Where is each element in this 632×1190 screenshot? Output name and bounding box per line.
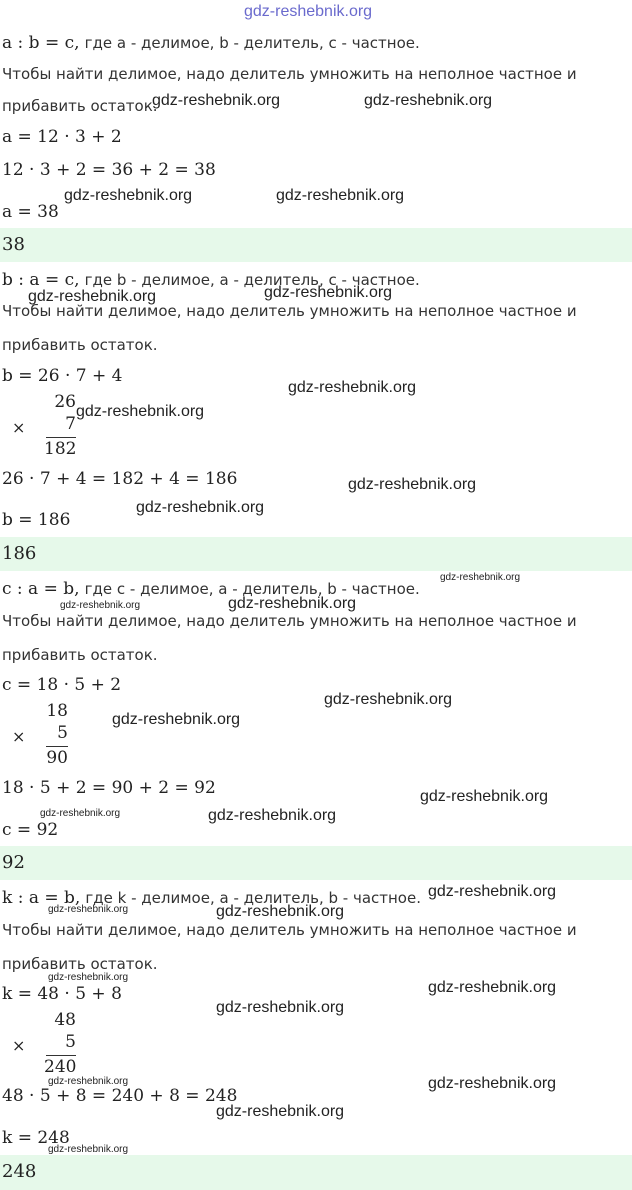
task-4-mul-top: 48 <box>54 1010 76 1030</box>
watermark: gdz-reshebnik.org <box>152 92 281 109</box>
task-1-definition-text: где a - делимое, b - делитель, c - частное. <box>84 34 420 52</box>
task-3-answer-bar <box>0 846 632 880</box>
task-3-definition-math: c : a = b, <box>2 579 80 599</box>
watermark: gdz-reshebnik.org <box>428 883 557 900</box>
watermark: gdz-reshebnik.org <box>48 904 129 915</box>
task-2-mul-top: 26 <box>54 392 76 412</box>
watermark: gdz-reshebnik.org <box>216 1103 345 1120</box>
task-2-mul-result: 182 <box>44 439 77 459</box>
task-3-mul-top: 18 <box>46 701 68 721</box>
task-3-answer: 92 <box>2 852 25 873</box>
task-3-definition <box>2 579 420 599</box>
watermark: gdz-reshebnik.org <box>40 808 121 819</box>
watermark: gdz-reshebnik.org <box>64 187 193 204</box>
task-2-rule-line-1: Чтобы найти делимое, надо делитель умножить на неполное частное и <box>2 302 577 320</box>
task-3-definition-text: где c - делимое, a - делитель, b - частное. <box>84 580 420 598</box>
task-1-line-3: a = 38 <box>2 202 59 222</box>
task-3-rule-line-1: Чтобы найти делимое, надо делитель умножить на неполное частное и <box>2 612 577 630</box>
task-3-line-2: 18 · 5 + 2 = 90 + 2 = 92 <box>2 778 216 798</box>
watermark: gdz-reshebnik.org <box>48 1144 129 1155</box>
watermark: gdz-reshebnik.org <box>60 600 141 611</box>
task-3-mul-result: 90 <box>46 748 68 768</box>
task-3-mul-sign: × <box>12 727 26 746</box>
task-4-mul-result: 240 <box>44 1057 77 1077</box>
task-3-rule-line-2: прибавить остаток. <box>2 646 158 664</box>
watermark: gdz-reshebnik.org <box>420 788 549 805</box>
task-4-column-multiplication <box>0 1010 100 1080</box>
task-4-mul-sign: × <box>12 1036 26 1055</box>
task-2-mul-bottom: 7 <box>65 414 76 434</box>
watermark: gdz-reshebnik.org <box>208 807 337 824</box>
watermark: gdz-reshebnik.org <box>136 499 265 516</box>
task-1-line-2: 12 · 3 + 2 = 36 + 2 = 38 <box>2 160 216 180</box>
task-2-answer-bar <box>0 537 632 571</box>
watermark: gdz-reshebnik.org <box>428 979 557 996</box>
task-4-line-2: 48 · 5 + 8 = 240 + 8 = 248 <box>2 1086 238 1106</box>
watermark-top: gdz-reshebnik.org <box>244 3 373 20</box>
watermark: gdz-reshebnik.org <box>28 288 157 305</box>
task-2-answer: 186 <box>2 543 37 564</box>
task-4-definition-text: где k - делимое, a - делитель, b - частное. <box>85 889 421 907</box>
watermark: gdz-reshebnik.org <box>112 711 241 728</box>
task-1-answer: 38 <box>2 234 25 255</box>
watermark: gdz-reshebnik.org <box>228 595 357 612</box>
watermark: gdz-reshebnik.org <box>428 1075 557 1092</box>
task-4-rule-line-1: Чтобы найти делимое, надо делитель умножить на неполное частное и <box>2 921 577 939</box>
task-2-line-1: b = 26 · 7 + 4 <box>2 366 123 386</box>
watermark: gdz-reshebnik.org <box>288 379 417 396</box>
task-1-definition-math: a : b = c, <box>2 33 80 53</box>
watermark: gdz-reshebnik.org <box>264 284 393 301</box>
watermark: gdz-reshebnik.org <box>364 92 493 109</box>
task-2-definition-math: b : a = c, <box>2 270 80 290</box>
task-2-rule-line-2: прибавить остаток. <box>2 336 158 354</box>
task-2-mul-sign: × <box>12 418 26 437</box>
task-4-line-1: k = 48 · 5 + 8 <box>2 984 122 1004</box>
task-1-definition <box>2 33 420 53</box>
task-3-mul-divider <box>46 746 68 747</box>
watermark: gdz-reshebnik.org <box>76 403 205 420</box>
task-4-mul-bottom: 5 <box>65 1032 76 1052</box>
task-2-line-3: b = 186 <box>2 510 71 530</box>
task-3-column-multiplication <box>0 701 100 771</box>
watermark: gdz-reshebnik.org <box>276 187 405 204</box>
task-3-line-3: c = 92 <box>2 820 59 840</box>
task-3-mul-bottom: 5 <box>57 723 68 743</box>
task-4-mul-divider <box>46 1055 76 1056</box>
task-4-definition-math: k : a = b, <box>2 888 81 908</box>
task-1-line-1: a = 12 · 3 + 2 <box>2 127 122 147</box>
task-4-answer: 248 <box>2 1161 37 1182</box>
task-4-line-3: k = 248 <box>2 1128 70 1148</box>
task-4-answer-bar <box>0 1155 632 1190</box>
watermark: gdz-reshebnik.org <box>324 691 453 708</box>
watermark: gdz-reshebnik.org <box>440 572 521 583</box>
task-1-rule-line-1: Чтобы найти делимое, надо делитель умножить на неполное частное и <box>2 65 577 83</box>
task-3-line-1: c = 18 · 5 + 2 <box>2 675 122 695</box>
task-2-mul-divider <box>46 437 76 438</box>
task-1-answer-bar <box>0 228 632 262</box>
watermark: gdz-reshebnik.org <box>348 476 477 493</box>
watermark: gdz-reshebnik.org <box>48 972 129 983</box>
watermark: gdz-reshebnik.org <box>216 999 345 1016</box>
task-1-rule-line-2: прибавить остаток. <box>2 97 158 115</box>
task-2-line-2: 26 · 7 + 4 = 182 + 4 = 186 <box>2 469 238 489</box>
task-4-rule-line-2: прибавить остаток. <box>2 955 158 973</box>
watermark: gdz-reshebnik.org <box>216 903 345 920</box>
task-2-definition-text: где b - делимое, a - делитель, c - частное. <box>84 271 420 289</box>
watermark: gdz-reshebnik.org <box>48 1076 129 1087</box>
